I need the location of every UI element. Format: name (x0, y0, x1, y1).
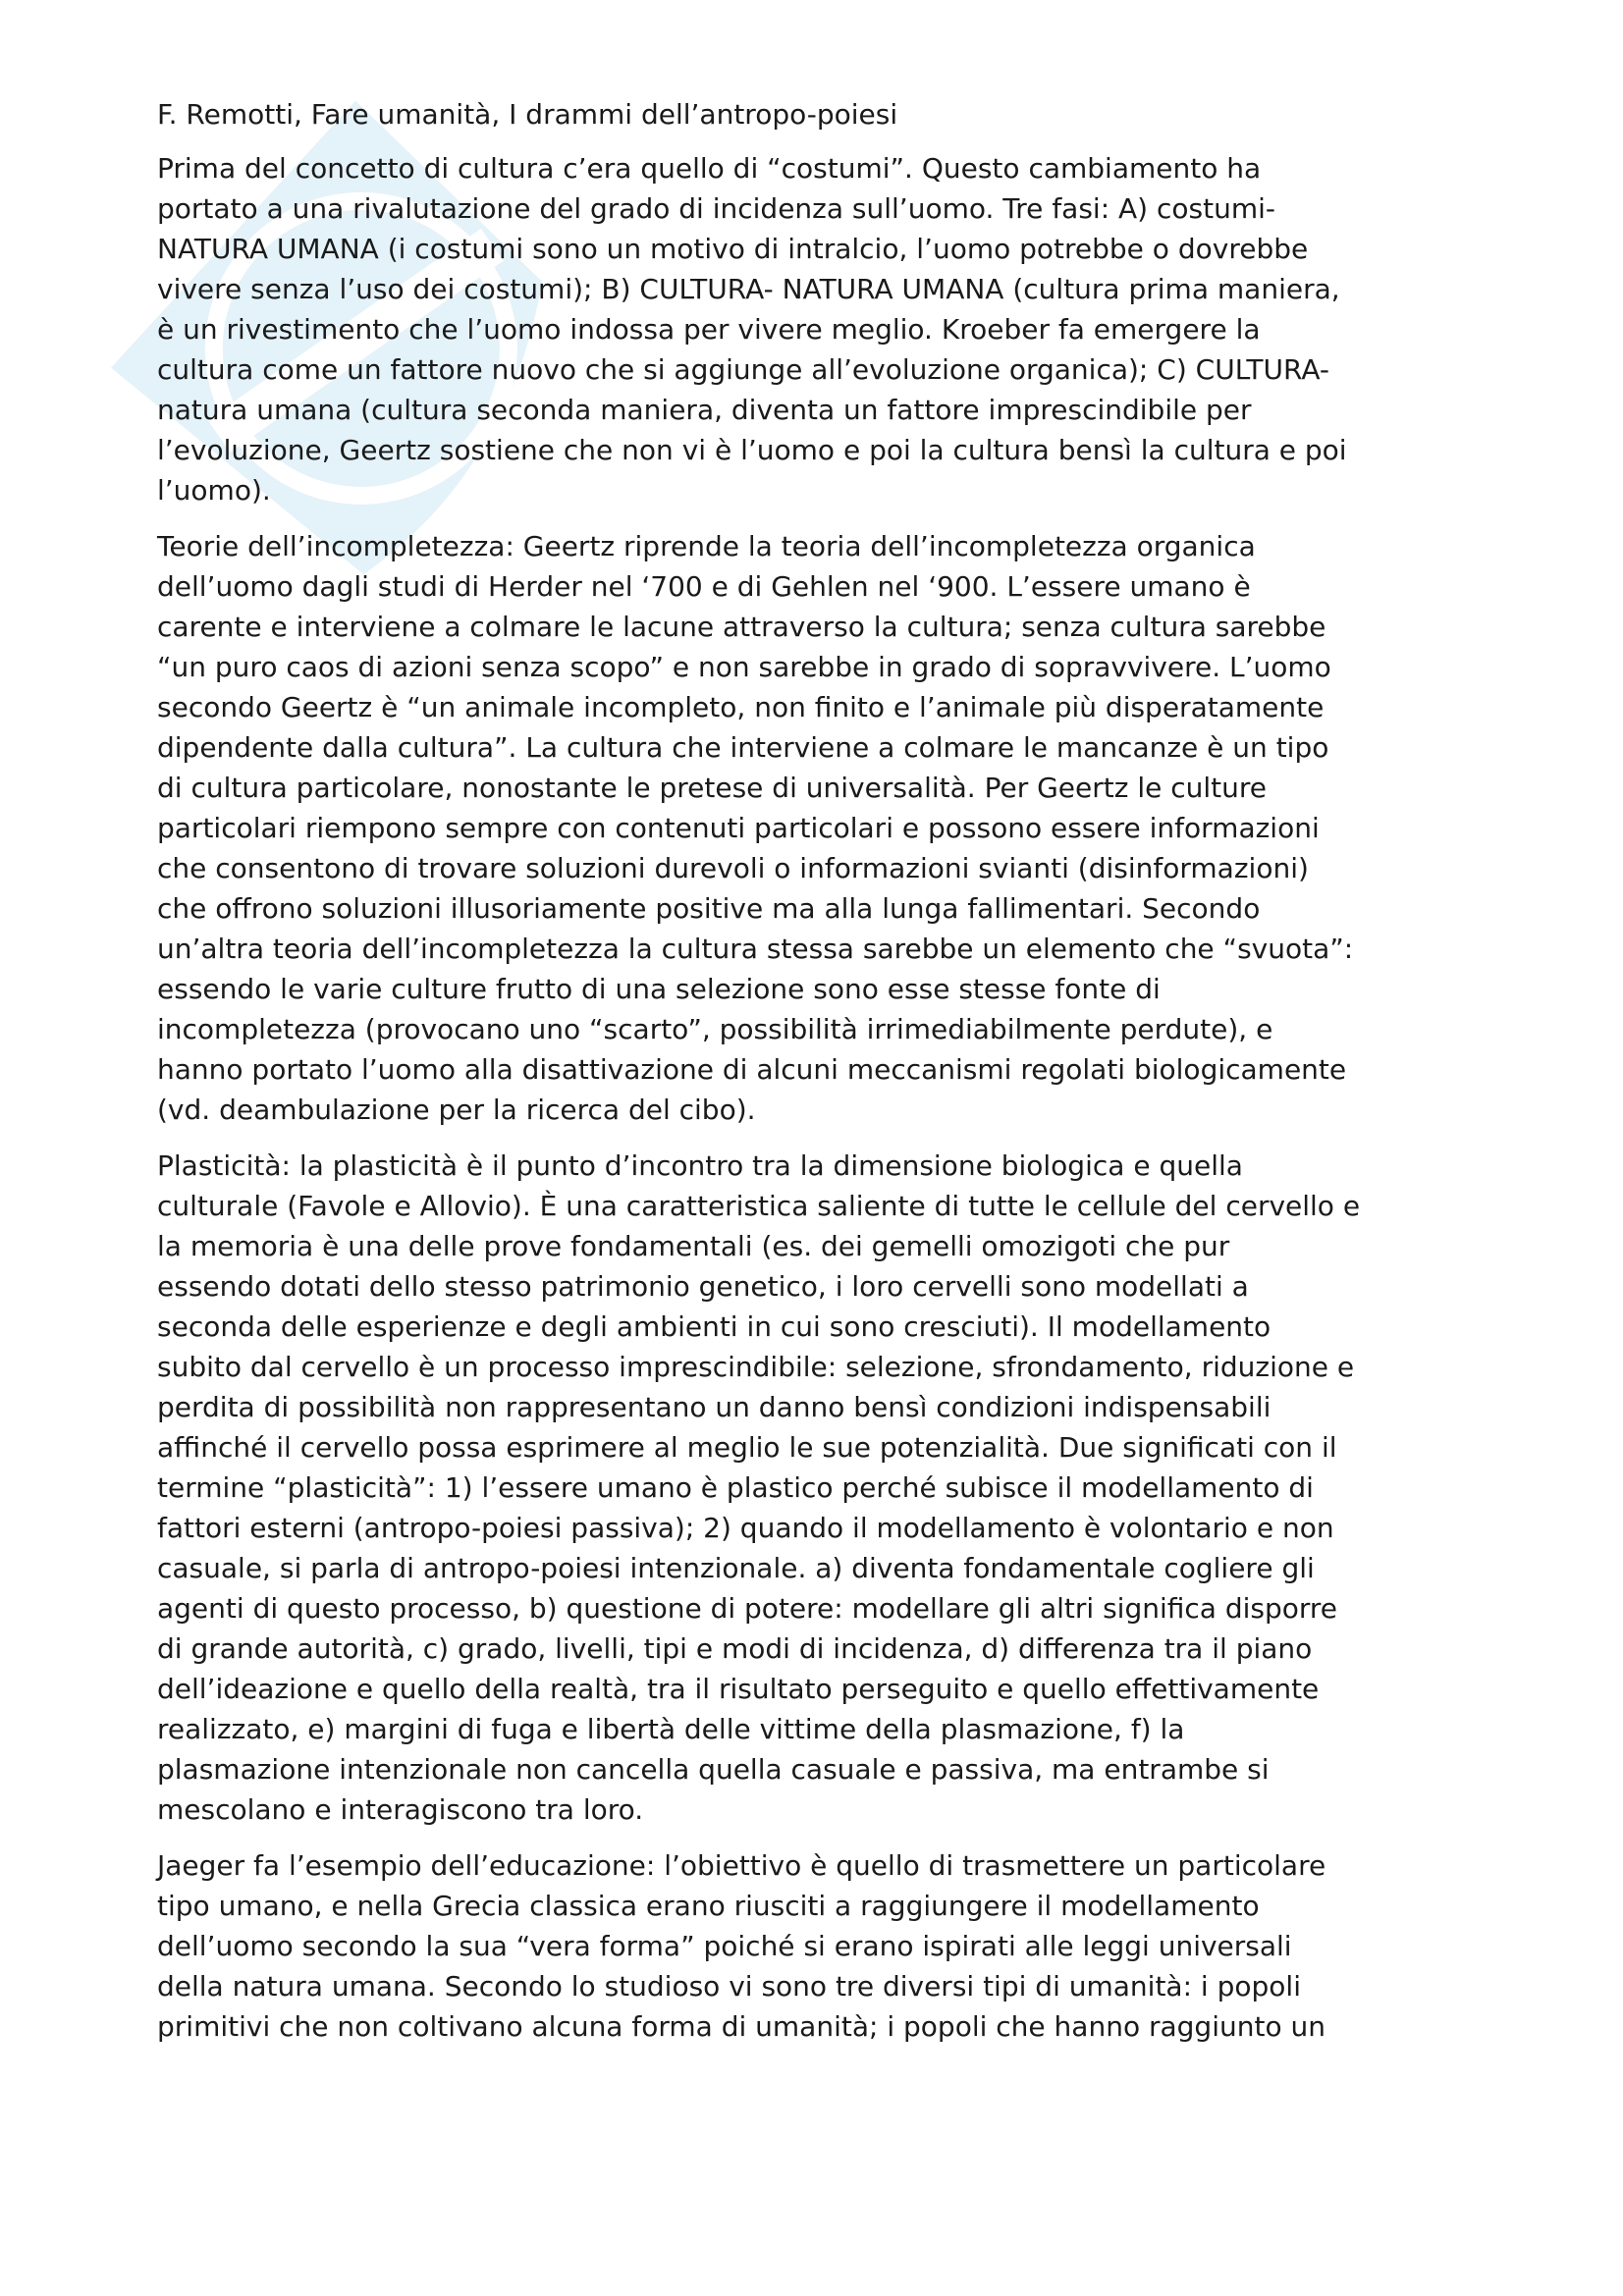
document-title: F. Remotti, Fare umanità, I drammi dell’antropo-poiesi (157, 98, 898, 131)
document-page (157, 95, 1485, 2062)
paragraph-incompletezza: Teorie dell’incompletezza: Geertz riprende la teoria dell’incompletezza organica dell’uomo dagli studi di Herder nel ‘700 e di Gehlen nel ‘900. L’essere umano è carente e interviene a colmare le lacune attraverso la cultura; senza cultura sarebbe “un puro caos di azioni senza scopo” e non sarebbe in grado di sopravvivere. L’uomo secondo Geertz è “un animale incompleto, non finito e l’animale più disperatamente dipendente dalla cultura”. La cultura che interviene a colmare le mancanze è un tipo di cultura particolare, nonostante le pretese di universalità. Per Geertz le culture particolari riempono sempre con contenuti particolari e possono essere informazioni che consentono di trovare soluzioni durevoli o informazioni svianti (disinformazioni) che offrono soluzioni illusoriamente positive ma alla lunga fallimentari. Secondo un’altra teoria dell’incompletezza la cultura stessa sarebbe un elemento che “svuota”: essendo le varie culture frutto di una selezione sono esse stesse fonte di incompletezza (provocano uno “scarto”, possibilità irrimediabilmente perdute), e hanno portato l’uomo alla disattivazione di alcuni meccanismi regolati biologicamente (vd. deambulazione per la ricerca del cibo). (157, 530, 1354, 1126)
paragraph-jaeger: Jaeger fa l’esempio dell’educazione: l’obiettivo è quello di trasmettere un particolare tipo umano, e nella Grecia classica erano riusciti a raggiungere il modellamento dell’uomo secondo la sua “vera forma” poiché si erano ispirati alle leggi universali della natura umana. Secondo lo studioso vi sono tre diversi tipi di umanità: i popoli primitivi che non coltivano alcuna forma di umanità; i popoli che hanno raggiunto un (157, 1849, 1326, 2043)
paragraph-cultura-fasi: Prima del concetto di cultura c’era quello di “costumi”. Questo cambiamento ha portato a una rivalutazione del grado di incidenza sull’uomo. Tre fasi: A) costumi- NATURA UMANA (i costumi sono un motivo di intralcio, l’uomo potrebbe o dovrebbe vivere senza l’uso dei costumi); B) CULTURA- NATURA UMANA (cultura prima maniera, è un rivestimento che l’uomo indossa per vivere meglio. Kroeber fa emergere la cultura come un fattore nuovo che si aggiunge all’evoluzione organica); C) CULTURA- natura umana (cultura seconda maniera, diventa un fattore imprescindibile per l’evoluzione, Geertz sostiene che non vi è l’uomo e poi la cultura bensì la cultura e poi l’uomo). (157, 152, 1347, 507)
paragraph-plasticita: Plasticità: la plasticità è il punto d’incontro tra la dimensione biologica e quella culturale (Favole e Allovio). È una caratteristica saliente di tutte le cellule del cervello e la memoria è una delle prove fondamentali (es. dei gemelli omozigoti che pur essendo dotati dello stesso patrimonio genetico, i loro cervelli sono modellati a seconda delle esperienze e degli ambienti in cui sono cresciuti). Il modellamento subito dal cervello è un processo imprescindibile: selezione, sfrondamento, riduzione e perdita di possibilità non rappresentano un danno bensì condizioni indispensabili affinché il cervello possa esprimere al meglio le sue potenzialità. Due significati con il termine “plasticità”: 1) l’essere umano è plastico perché subisce il modellamento di fattori esterni (antropo-poiesi passiva); 2) quando il modellamento è volontario e non casuale, si parla di antropo-poiesi intenzionale. a) diventa fondamentale cogliere gli agenti di questo processo, b) questione di potere: modellare gli altri significa disporre di grande autorità, c) grado, livelli, tipi e modi di incidenza, d) differenza tra il piano dell’ideazione e quello della realtà, tra il risultato perseguito e quello effettivamente realizzato, e) margini di fuga e libertà delle vittime della plasmazione, f) la plasmazione intenzionale non cancella quella casuale e passiva, ma entrambe si mescolano e interagiscono tra loro. (157, 1149, 1361, 1826)
